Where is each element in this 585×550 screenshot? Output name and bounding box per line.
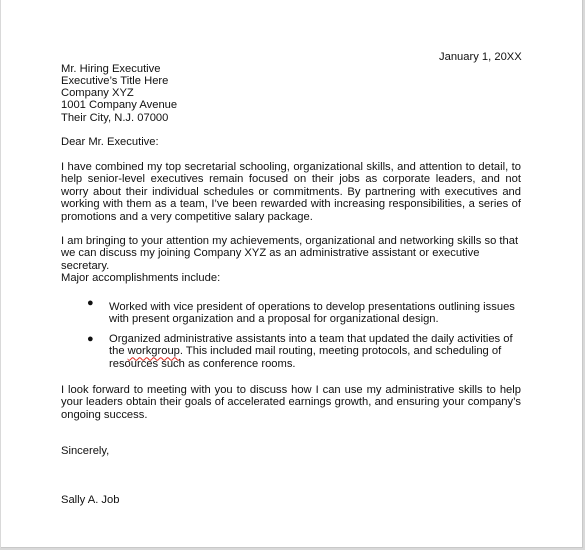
accomplishment-item-2-text-a: Organized administrative assistants into a team that updated the daily activities of the — [109, 333, 513, 358]
accomplishment-item-2-text-b: . This included mail routing, meeting protocols, and scheduling of resources such as conference rooms. — [109, 345, 502, 370]
spellcheck-flagged-word[interactable]: workgroup — [127, 345, 180, 358]
accomplishment-item-1: Worked with vice president of operations to develop presentations outlining issues with present organization and a proposal for organizational design. — [109, 301, 515, 326]
recipient-company: Company XYZ — [61, 87, 134, 99]
bullet-icon: ● — [87, 297, 94, 309]
bullet-icon: ● — [87, 333, 94, 345]
document-page — [1, 0, 583, 548]
body-paragraph-3: I look forward to meeting with you to discuss how I can use my administrative skills to help your leaders obtain their goals of accelerated earnings growth, and ensuring your company’s ongoing success. — [61, 384, 521, 421]
body-paragraph-1: I have combined my top secretarial schooling, organizational skills, and attention to detail, to help senior-level executives remain focused on their jobs as corporate leaders, and not worry about their individual schedules or commitments. By partnering with executives and working with them as a team, I’ve been rewarded with increasing responsibilities, a series of promotions and a very competitive salary package. — [61, 161, 521, 223]
letter-date: January 1, 20XX — [439, 51, 522, 63]
accomplishment-item-2 — [109, 333, 521, 370]
body-paragraph-2: I am bringing to your attention my achievements, organizational and networking skills so that we can discuss my joining Company XYZ as an administrative assistant or executive secretary. — [61, 235, 519, 272]
closing: Sincerely, — [61, 445, 110, 457]
recipient-street: 1001 Company Avenue — [61, 99, 178, 111]
recipient-title: Executive’s Title Here — [61, 75, 169, 87]
salutation: Dear Mr. Executive: — [61, 136, 159, 148]
recipient-name: Mr. Hiring Executive — [61, 63, 161, 75]
accomplishments-intro: Major accomplishments include: — [61, 272, 221, 284]
signature-name: Sally A. Job — [61, 494, 120, 506]
recipient-city: Their City, N.J. 07000 — [61, 112, 169, 124]
